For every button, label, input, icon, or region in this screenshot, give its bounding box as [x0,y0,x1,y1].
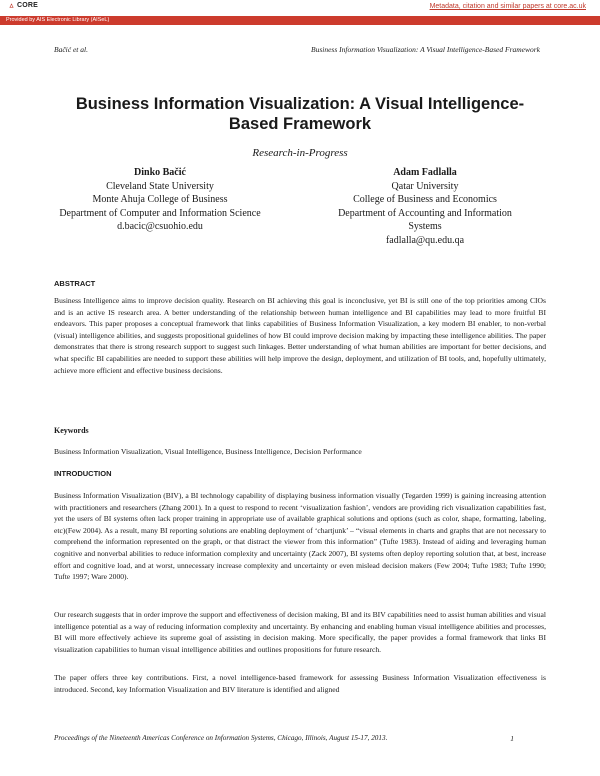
author-affiliation: Cleveland State University [106,180,214,192]
author-college: Monte Ahuja College of Business [92,194,228,205]
keywords-heading: Keywords [54,426,89,435]
paper-title [40,94,560,134]
core-logo[interactable] [8,2,38,9]
running-header-title: Business Information Visualization: A Visual Intelligence-Based Framework [310,45,540,54]
author-name: Adam Fadlalla [393,167,457,178]
author-block-1 [40,166,280,234]
author-department: Department of Accounting and Information [338,207,512,219]
introduction-heading: INTRODUCTION [54,469,112,478]
core-metadata-link[interactable]: Metadata, citation and similar papers at core.ac.uk [429,3,586,10]
running-header-authors: Bačić et al. [54,45,88,54]
author-block-2 [325,166,525,247]
author-affiliation: Qatar University [391,180,459,192]
abstract-heading: ABSTRACT [54,279,96,288]
core-banner [0,0,600,13]
abstract-text: Business Intelligence aims to improve decision quality. Research on BI achieving this goal is inconclusive, yet BI is still one of the top priorities among CIOs and is an active IS research area. A better understanding of the relationship between human intelligence and BI capabilities may lead to more fruitful BI endeavors. This paper proposes a conceptual framework that links capabilities of Business Information Visualization, a key modern BI enabler, to non-verbal (visual) intelligence abilities, and suggests propositional guidelines of how BI could improve decision making by impacting these intelligence abilities. The paper demonstrates that there is strong research support to suggest such linkages. Better understanding of what human abilities are important for better decisions, and what specific BI capabilities are needed to support these abilities will help improve the design, deployment, and utilization of BI tools, and, hopefully ultimately, achieve more efficient and effective business decisions. [54,296,546,375]
core-logo-icon [8,2,15,9]
page-number: 1 [510,734,514,743]
paper-title-line-1: Business Information Visualization: A Visual Intelligence- [75,95,525,113]
author-email: fadlalla@qu.edu.qa [385,234,465,246]
provider-bar [0,16,600,25]
author-college: College of Business and Economics [353,194,497,205]
provider-text[interactable]: Provided by AIS Electronic Library (AISeL) [6,17,110,23]
paper-subtitle: Research-in-Progress [252,147,348,159]
author-department-cont: Systems [408,221,442,232]
core-label: CORE [17,2,39,9]
introduction-paragraph-1: Business Information Visualization (BIV), a BI technology capability of displaying business information visually (Tegarden 1999) is gaining increasing attention with practitioners and researchers (Zhang 2001). In a quest to respond to recent ‘visualization fashion’, vendors are providing rich visualization capabilities fast, yet the users of BI systems often lack proper training in appropriate use of available graphical solutions and options (such as color, shape, formatting, labeling, etc)(Few 2004). As a result, many BI reporting solutions are enabling deployment of ‘chartjunk’ – “visual elements in charts and graphs that are not necessary to comprehend the information represented on the graph, or that distract the viewer from this information” (Tufte 1983). Instead of aiding and leveraging human cognitive and nonverbal abilities to reduce information complexity and uncertainty (Zack 2007), BI systems often deploy reporting solution that, at best, increase effort and cognitive load, and at worst, unnecessary increase complexity and uncertainty or even mislead decision makers (Few 2004; Tufte 1983; Tufte 1990; Tufte 1997; Ware 2000). [54,491,546,582]
author-name: Dinko Bačić [134,167,186,178]
author-email: d.bacic@csuohio.edu [117,221,203,232]
introduction-paragraph-2: Our research suggests that in order improve the support and effectiveness of decision making, BI and its BIV capabilities need to assist human abilities and visual intelligence potential as a way of reducing information complexity and uncertainty. By enhancing and enabling human visual intelligence abilities and processes, BI will more effectively achieve its supreme goal of assisting in decision making. More specifically, the paper provides a formal framework that links BI visualization capabilities to human visual intelligence abilities and outlines propositions for future research. [54,610,546,654]
introduction-paragraph-3: The paper offers three key contributions. First, a novel intelligence-based framework for assessing Business Information Visualization effectiveness is introduced. Second, key Information Visualization and BIV literature is identified and aligned [54,673,546,694]
footer-proceedings: Proceedings of the Nineteenth Americas Conference on Information Systems, Chicago, Illinois, August 15-17, 2013. [54,734,388,742]
keywords-text: Business Information Visualization, Visual Intelligence, Business Intelligence, Decision Performance [54,447,362,456]
author-department: Department of Computer and Information Science [59,207,261,219]
paper-title-line-2: Based Framework [228,115,372,133]
